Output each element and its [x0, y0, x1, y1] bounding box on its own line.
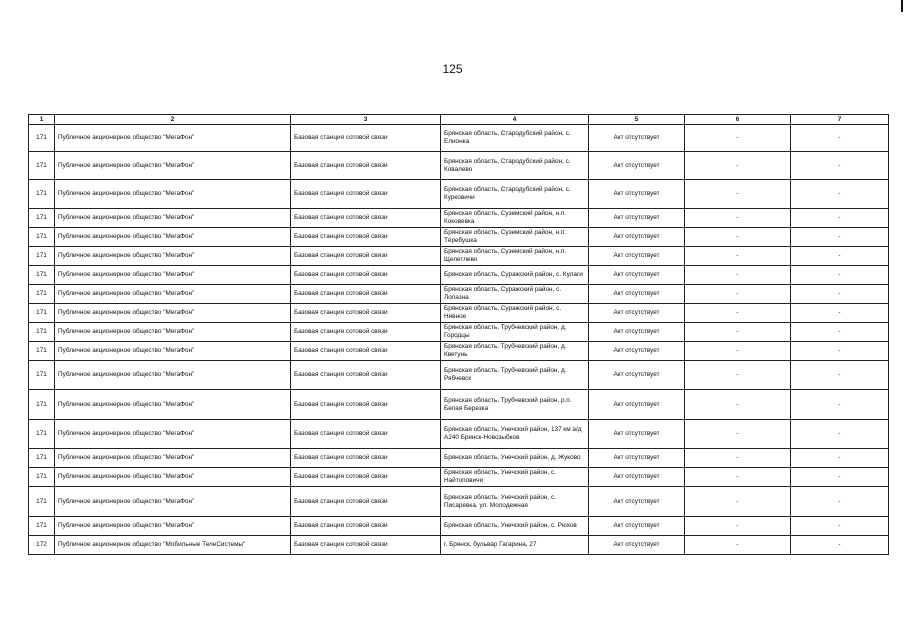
column-6-value: - — [685, 285, 791, 304]
organization-name: Публичное акционерное общество "МегаФон" — [55, 390, 291, 420]
object-type: Базовая станция сотовой связи — [291, 420, 441, 449]
column-7-value: - — [791, 536, 889, 555]
object-address: Брянская область, Суражский район, с. Лопазна — [441, 285, 589, 304]
table-row — [29, 125, 889, 152]
object-type: Базовая станция сотовой связи — [291, 342, 441, 361]
table-row — [29, 285, 889, 304]
table-row — [29, 468, 889, 487]
row-number: 171 — [29, 449, 55, 468]
object-address: Брянская область, Унечский район, 137 км а/д А240 Брянск-Новозыбков — [441, 420, 589, 449]
row-number: 171 — [29, 266, 55, 285]
column-7-value: - — [791, 390, 889, 420]
column-7-value: - — [791, 468, 889, 487]
object-type: Базовая станция сотовой связи — [291, 180, 441, 209]
object-type: Базовая станция сотовой связи — [291, 517, 441, 536]
table-row — [29, 342, 889, 361]
column-6-value: - — [685, 517, 791, 536]
object-type: Базовая станция сотовой связи — [291, 228, 441, 247]
row-number: 171 — [29, 342, 55, 361]
object-address: Брянская область, Унечский район, с. Рюхов — [441, 517, 589, 536]
object-address: Брянская область, Стародубский район, с. Курковичи — [441, 180, 589, 209]
register-table — [28, 114, 889, 555]
column-6-value: - — [685, 209, 791, 228]
row-number: 171 — [29, 152, 55, 180]
organization-name: Публичное акционерное общество "МегаФон" — [55, 209, 291, 228]
object-address: Брянская область, Стародубский район, с. Ковалево — [441, 152, 589, 180]
table-body — [29, 125, 889, 555]
act-status: Акт отсутствует — [589, 304, 685, 323]
column-6-value: - — [685, 361, 791, 390]
column-6-value: - — [685, 390, 791, 420]
column-6-value: - — [685, 323, 791, 342]
object-type: Базовая станция сотовой связи — [291, 125, 441, 152]
table-row — [29, 247, 889, 266]
object-address: Брянская область, Суражский район, с. Кулаги — [441, 266, 589, 285]
act-status: Акт отсутствует — [589, 487, 685, 517]
column-6-value: - — [685, 342, 791, 361]
column-7-value: - — [791, 209, 889, 228]
page-number: 125 — [442, 62, 463, 76]
column-header-3: 3 — [291, 115, 441, 125]
act-status: Акт отсутствует — [589, 323, 685, 342]
act-status: Акт отсутствует — [589, 209, 685, 228]
organization-name: Публичное акционерное общество "МегаФон" — [55, 228, 291, 247]
column-6-value: - — [685, 468, 791, 487]
object-address: Брянская область, Суземский район, н.п. Щелетлево — [441, 247, 589, 266]
column-7-value: - — [791, 285, 889, 304]
table-row — [29, 517, 889, 536]
column-6-value: - — [685, 228, 791, 247]
act-status: Акт отсутствует — [589, 266, 685, 285]
object-address: Брянская область, Суземский район, н.п. Коковевка — [441, 209, 589, 228]
organization-name: Публичное акционерное общество "МегаФон" — [55, 517, 291, 536]
row-number: 171 — [29, 487, 55, 517]
organization-name: Публичное акционерное общество "МегаФон" — [55, 180, 291, 209]
act-status: Акт отсутствует — [589, 152, 685, 180]
column-7-value: - — [791, 247, 889, 266]
object-type: Базовая станция сотовой связи — [291, 285, 441, 304]
object-type: Базовая станция сотовой связи — [291, 209, 441, 228]
column-6-value: - — [685, 180, 791, 209]
column-6-value: - — [685, 266, 791, 285]
act-status: Акт отсутствует — [589, 361, 685, 390]
row-number: 171 — [29, 420, 55, 449]
row-number: 171 — [29, 228, 55, 247]
object-address: Брянская область, Суражский район, с. Нивное — [441, 304, 589, 323]
column-7-value: - — [791, 266, 889, 285]
organization-name: Публичное акционерное общество "МегаФон" — [55, 285, 291, 304]
column-7-value: - — [791, 361, 889, 390]
column-7-value: - — [791, 420, 889, 449]
column-header-5: 5 — [589, 115, 685, 125]
column-header-2: 2 — [55, 115, 291, 125]
object-address: Брянская область, Трубчевский район, р.п. Белая Березка — [441, 390, 589, 420]
object-address: Брянская область, Унечский район, с. Найтоповичи — [441, 468, 589, 487]
header-row — [29, 115, 889, 125]
organization-name: Публичное акционерное общество "МегаФон" — [55, 449, 291, 468]
object-type: Базовая станция сотовой связи — [291, 468, 441, 487]
act-status: Акт отсутствует — [589, 420, 685, 449]
column-header-6: 6 — [685, 115, 791, 125]
organization-name: Публичное акционерное общество "МегаФон" — [55, 304, 291, 323]
table-row — [29, 449, 889, 468]
object-address: г. Брянск, бульвар Гагарина, 27 — [441, 536, 589, 555]
organization-name: Публичное акционерное общество "МегаФон" — [55, 342, 291, 361]
organization-name: Публичное акционерное общество "МегаФон" — [55, 323, 291, 342]
object-type: Базовая станция сотовой связи — [291, 487, 441, 517]
row-number: 171 — [29, 209, 55, 228]
organization-name: Публичное акционерное общество "МегаФон" — [55, 247, 291, 266]
table-row — [29, 304, 889, 323]
act-status: Акт отсутствует — [589, 125, 685, 152]
act-status: Акт отсутствует — [589, 517, 685, 536]
object-type: Базовая станция сотовой связи — [291, 266, 441, 285]
object-type: Базовая станция сотовой связи — [291, 390, 441, 420]
column-7-value: - — [791, 228, 889, 247]
object-address: Брянская область, Суземский район, н.п. Тёребушка — [441, 228, 589, 247]
row-number: 171 — [29, 304, 55, 323]
act-status: Акт отсутствует — [589, 180, 685, 209]
organization-name: Публичное акционерное общество "МегаФон" — [55, 152, 291, 180]
table-row — [29, 390, 889, 420]
act-status: Акт отсутствует — [589, 285, 685, 304]
object-type: Базовая станция сотовой связи — [291, 323, 441, 342]
object-address: Брянская область, Трубчевский район, д. Городцы — [441, 323, 589, 342]
column-7-value: - — [791, 517, 889, 536]
row-number: 171 — [29, 517, 55, 536]
column-7-value: - — [791, 323, 889, 342]
organization-name: Публичное акционерное общество "МегаФон" — [55, 361, 291, 390]
column-6-value: - — [685, 420, 791, 449]
act-status: Акт отсутствует — [589, 449, 685, 468]
object-type: Базовая станция сотовой связи — [291, 361, 441, 390]
act-status: Акт отсутствует — [589, 536, 685, 555]
column-7-value: - — [791, 125, 889, 152]
row-number: 171 — [29, 390, 55, 420]
table-row — [29, 361, 889, 390]
column-6-value: - — [685, 487, 791, 517]
organization-name: Публичное акционерное общество "МегаФон" — [55, 487, 291, 517]
table-row — [29, 487, 889, 517]
organization-name: Публичное акционерное общество "МегаФон" — [55, 125, 291, 152]
column-6-value: - — [685, 152, 791, 180]
row-number: 171 — [29, 323, 55, 342]
organization-name: Публичное акционерное общество "МегаФон" — [55, 266, 291, 285]
column-7-value: - — [791, 152, 889, 180]
column-6-value: - — [685, 304, 791, 323]
object-address: Брянская область, Трубчевский район, д. Кветунь — [441, 342, 589, 361]
table-row — [29, 180, 889, 209]
row-number: 171 — [29, 247, 55, 266]
column-7-value: - — [791, 449, 889, 468]
object-type: Базовая станция сотовой связи — [291, 536, 441, 555]
row-number: 171 — [29, 468, 55, 487]
act-status: Акт отсутствует — [589, 247, 685, 266]
column-header-1: 1 — [29, 115, 55, 125]
table-row — [29, 536, 889, 555]
column-header-7: 7 — [791, 115, 889, 125]
organization-name: Публичное акционерное общество "Мобильные ТелеСистемы" — [55, 536, 291, 555]
act-status: Акт отсутствует — [589, 390, 685, 420]
column-6-value: - — [685, 536, 791, 555]
object-type: Базовая станция сотовой связи — [291, 449, 441, 468]
object-type: Базовая станция сотовой связи — [291, 247, 441, 266]
column-6-value: - — [685, 247, 791, 266]
column-7-value: - — [791, 342, 889, 361]
row-number: 171 — [29, 285, 55, 304]
organization-name: Публичное акционерное общество "МегаФон" — [55, 420, 291, 449]
row-number: 172 — [29, 536, 55, 555]
row-number: 171 — [29, 125, 55, 152]
row-number: 171 — [29, 180, 55, 209]
table-header — [29, 115, 889, 125]
table-row — [29, 228, 889, 247]
table-row — [29, 266, 889, 285]
column-7-value: - — [791, 487, 889, 517]
act-status: Акт отсутствует — [589, 228, 685, 247]
act-status: Акт отсутствует — [589, 342, 685, 361]
object-type: Базовая станция сотовой связи — [291, 304, 441, 323]
object-address: Брянская область, Стародубский район, с. Елионка — [441, 125, 589, 152]
object-type: Базовая станция сотовой связи — [291, 152, 441, 180]
table-row — [29, 420, 889, 449]
object-address: Брянская область, Унечский район, д. Жуково — [441, 449, 589, 468]
object-address: Брянская область, Унечский район, с. Писаревка, ул. Молодежная — [441, 487, 589, 517]
column-7-value: - — [791, 304, 889, 323]
table-row — [29, 209, 889, 228]
column-6-value: - — [685, 125, 791, 152]
act-status: Акт отсутствует — [589, 468, 685, 487]
column-header-4: 4 — [441, 115, 589, 125]
table-row — [29, 152, 889, 180]
object-address: Брянская область, Трубчевский район, д. Рябчевск — [441, 361, 589, 390]
organization-name: Публичное акционерное общество "МегаФон" — [55, 468, 291, 487]
table-row — [29, 323, 889, 342]
column-7-value: - — [791, 180, 889, 209]
edge-mark — [901, 0, 903, 12]
column-6-value: - — [685, 449, 791, 468]
row-number: 171 — [29, 361, 55, 390]
